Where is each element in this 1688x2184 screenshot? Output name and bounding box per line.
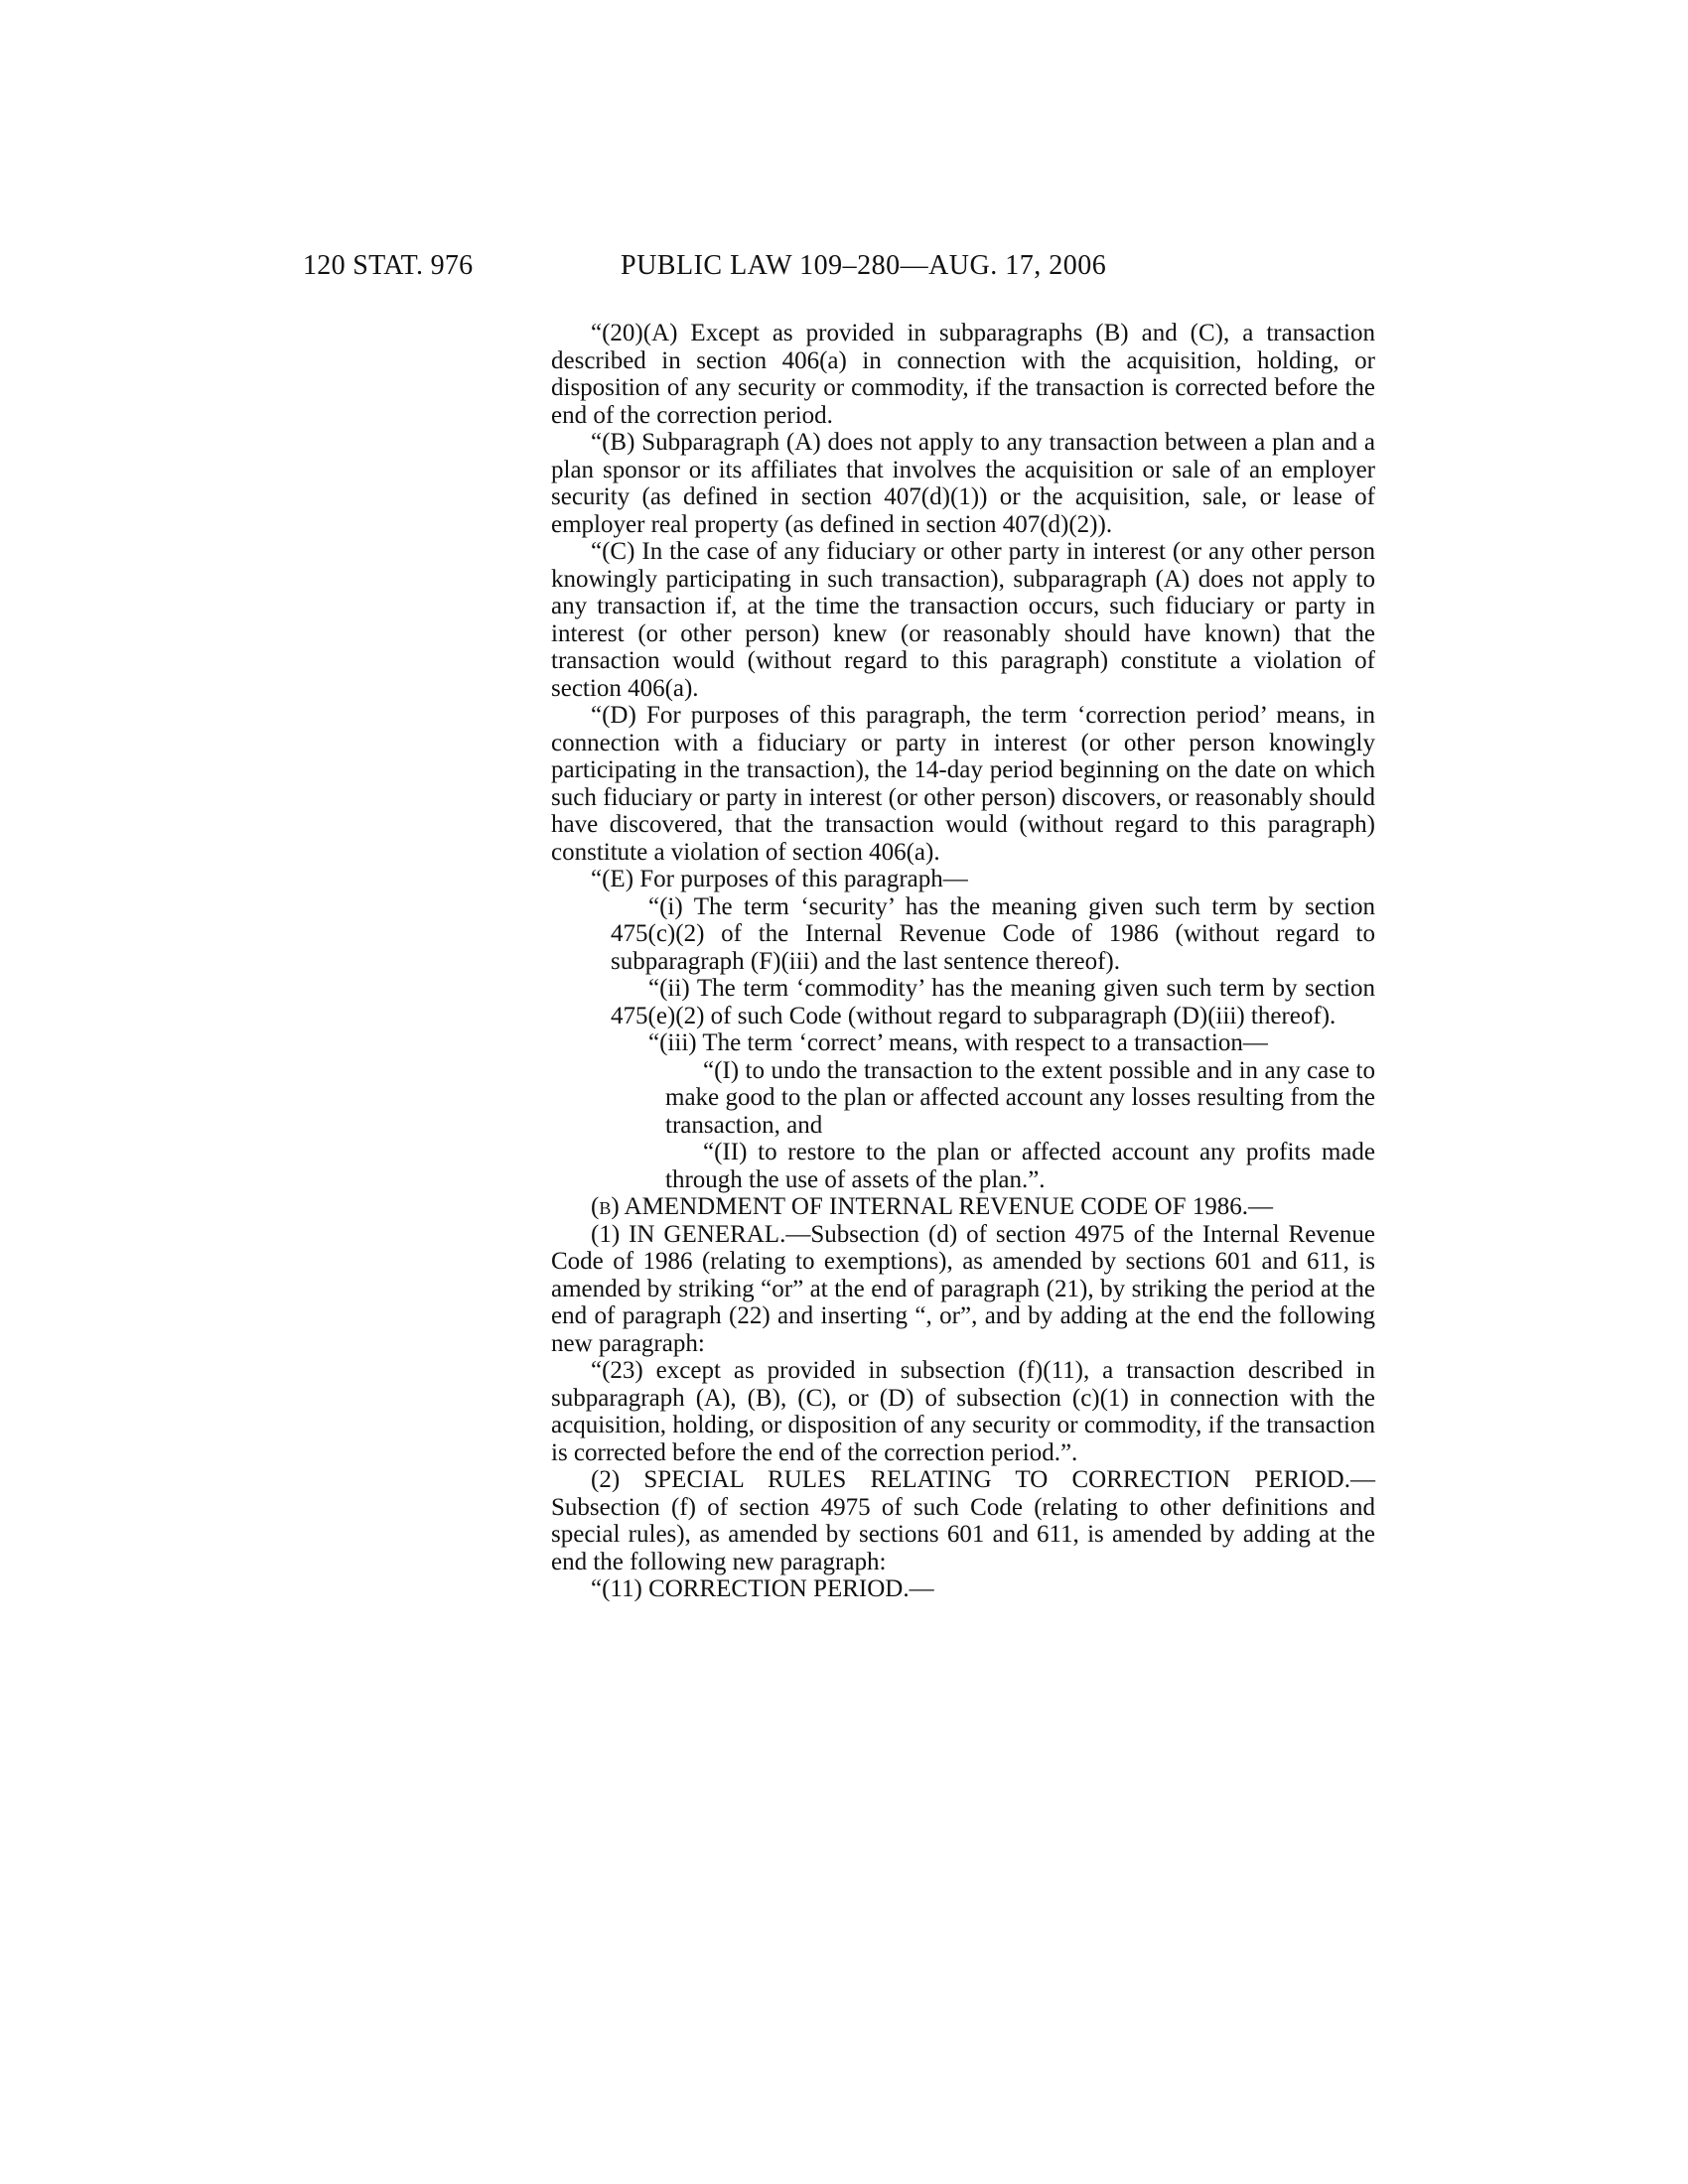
paragraph-11-title: “(11) CORRECTION PERIOD.—	[591, 1575, 934, 1602]
clause-i: “(i) The term ‘security’ has the meaning given such term by section 475(c)(2) of the Internal Revenue Code of 1986 (without regard to subparagraph (F)(iii) and the last sentence thereof).	[611, 892, 1375, 975]
clause-iii: “(iii) The term ‘correct’ means, with respect to a transaction—	[648, 1029, 1268, 1056]
paragraph-b1-text: Subsection (d) of section 4975 of the Internal Revenue Code of 1986 (relating to exemptions), as amended by sections 601 and 611, is amended by striking “or” at the end of paragraph (21), by striking the period at the end of paragraph (22) and inserting “, or”, and by adding at the end the following new paragraph:	[551, 1220, 1375, 1357]
subsection-b-heading	[551, 1193, 1375, 1221]
paragraph-b1-heading: (1) IN GENERAL.—	[591, 1220, 811, 1248]
stat-reference: 120 STAT. 976	[303, 250, 474, 281]
paragraph-b2-text: Subsection (f) of section 4975 of such Code (relating to other definitions and special rules), as amended by sections 601 and 611, is amended by adding at the end the following new paragraph:	[551, 1493, 1375, 1575]
subsection-b-title: (b) AMENDMENT OF INTERNAL REVENUE CODE OF 1986.—	[591, 1193, 1273, 1220]
subclause-ii: “(II) to restore to the plan or affected account any profits made through the use of assets of the plan.”.	[665, 1139, 1375, 1193]
paragraph-23: “(23) except as provided in subsection (f)(11), a transaction described in subparagraph (A), (B), (C), or (D) of subsection (c)(1) in connection with the acquisition, holding, or disposition of any security or commodity, if the transaction is corrected before the end of the correction period.”.	[551, 1357, 1375, 1466]
paragraph-d: “(D) For purposes of this paragraph, the term ‘correction period’ means, in connection with a fiduciary or party in interest (or other person knowingly participating in the transaction), the 14-day period beginning on the date on which such fiduciary or party in interest (or other person) discovers, or reasonably should have discovered, that the transaction would (without regard to this paragraph) constitute a violation of section 406(a).	[551, 702, 1375, 866]
paragraph-b: “(B) Subparagraph (A) does not apply to any transaction between a plan and a plan sponsor or its affiliates that involves the acquisition or sale of an employer security (as defined in section 407(d)(1)) or the acquisition, sale, or lease of employer real property (as defined in section 407(d)(2)).	[551, 429, 1375, 538]
page-title: PUBLIC LAW 109–280—AUG. 17, 2006	[621, 250, 1107, 281]
subclause-i: “(I) to undo the transaction to the extent possible and in any case to make good to the plan or affected account any losses resulting from the transaction, and	[665, 1056, 1375, 1139]
paragraph-20a: “(20)(A) Except as provided in subparagraphs (B) and (C), a transaction described in section 406(a) in connection with the acquisition, holding, or disposition of any security or commodity, if the transaction is corrected before the end of the correction period.	[551, 320, 1375, 429]
paragraph-b1	[551, 1221, 1375, 1358]
paragraph-b2-heading: (2) SPECIAL RULES RELATING TO CORRECTION PERIOD.—	[591, 1466, 1375, 1493]
paragraph-b2	[551, 1466, 1375, 1575]
document-body	[551, 320, 1375, 1603]
paragraph-e: “(E) For purposes of this paragraph—	[591, 866, 968, 892]
paragraph-c: “(C) In the case of any fiduciary or other party in interest (or any other person knowingly participating in such transaction), subparagraph (A) does not apply to any transaction if, at the time the transaction occurs, such fiduciary or party in interest (or other person) knew (or reasonably should have known) that the transaction would (without regard to this paragraph) constitute a violation of section 406(a).	[551, 538, 1375, 702]
clause-ii: “(ii) The term ‘commodity’ has the meaning given such term by section 475(e)(2) of such Code (without regard to subparagraph (D)(iii) thereof).	[611, 975, 1375, 1029]
paragraph-11-heading	[551, 1575, 1375, 1603]
